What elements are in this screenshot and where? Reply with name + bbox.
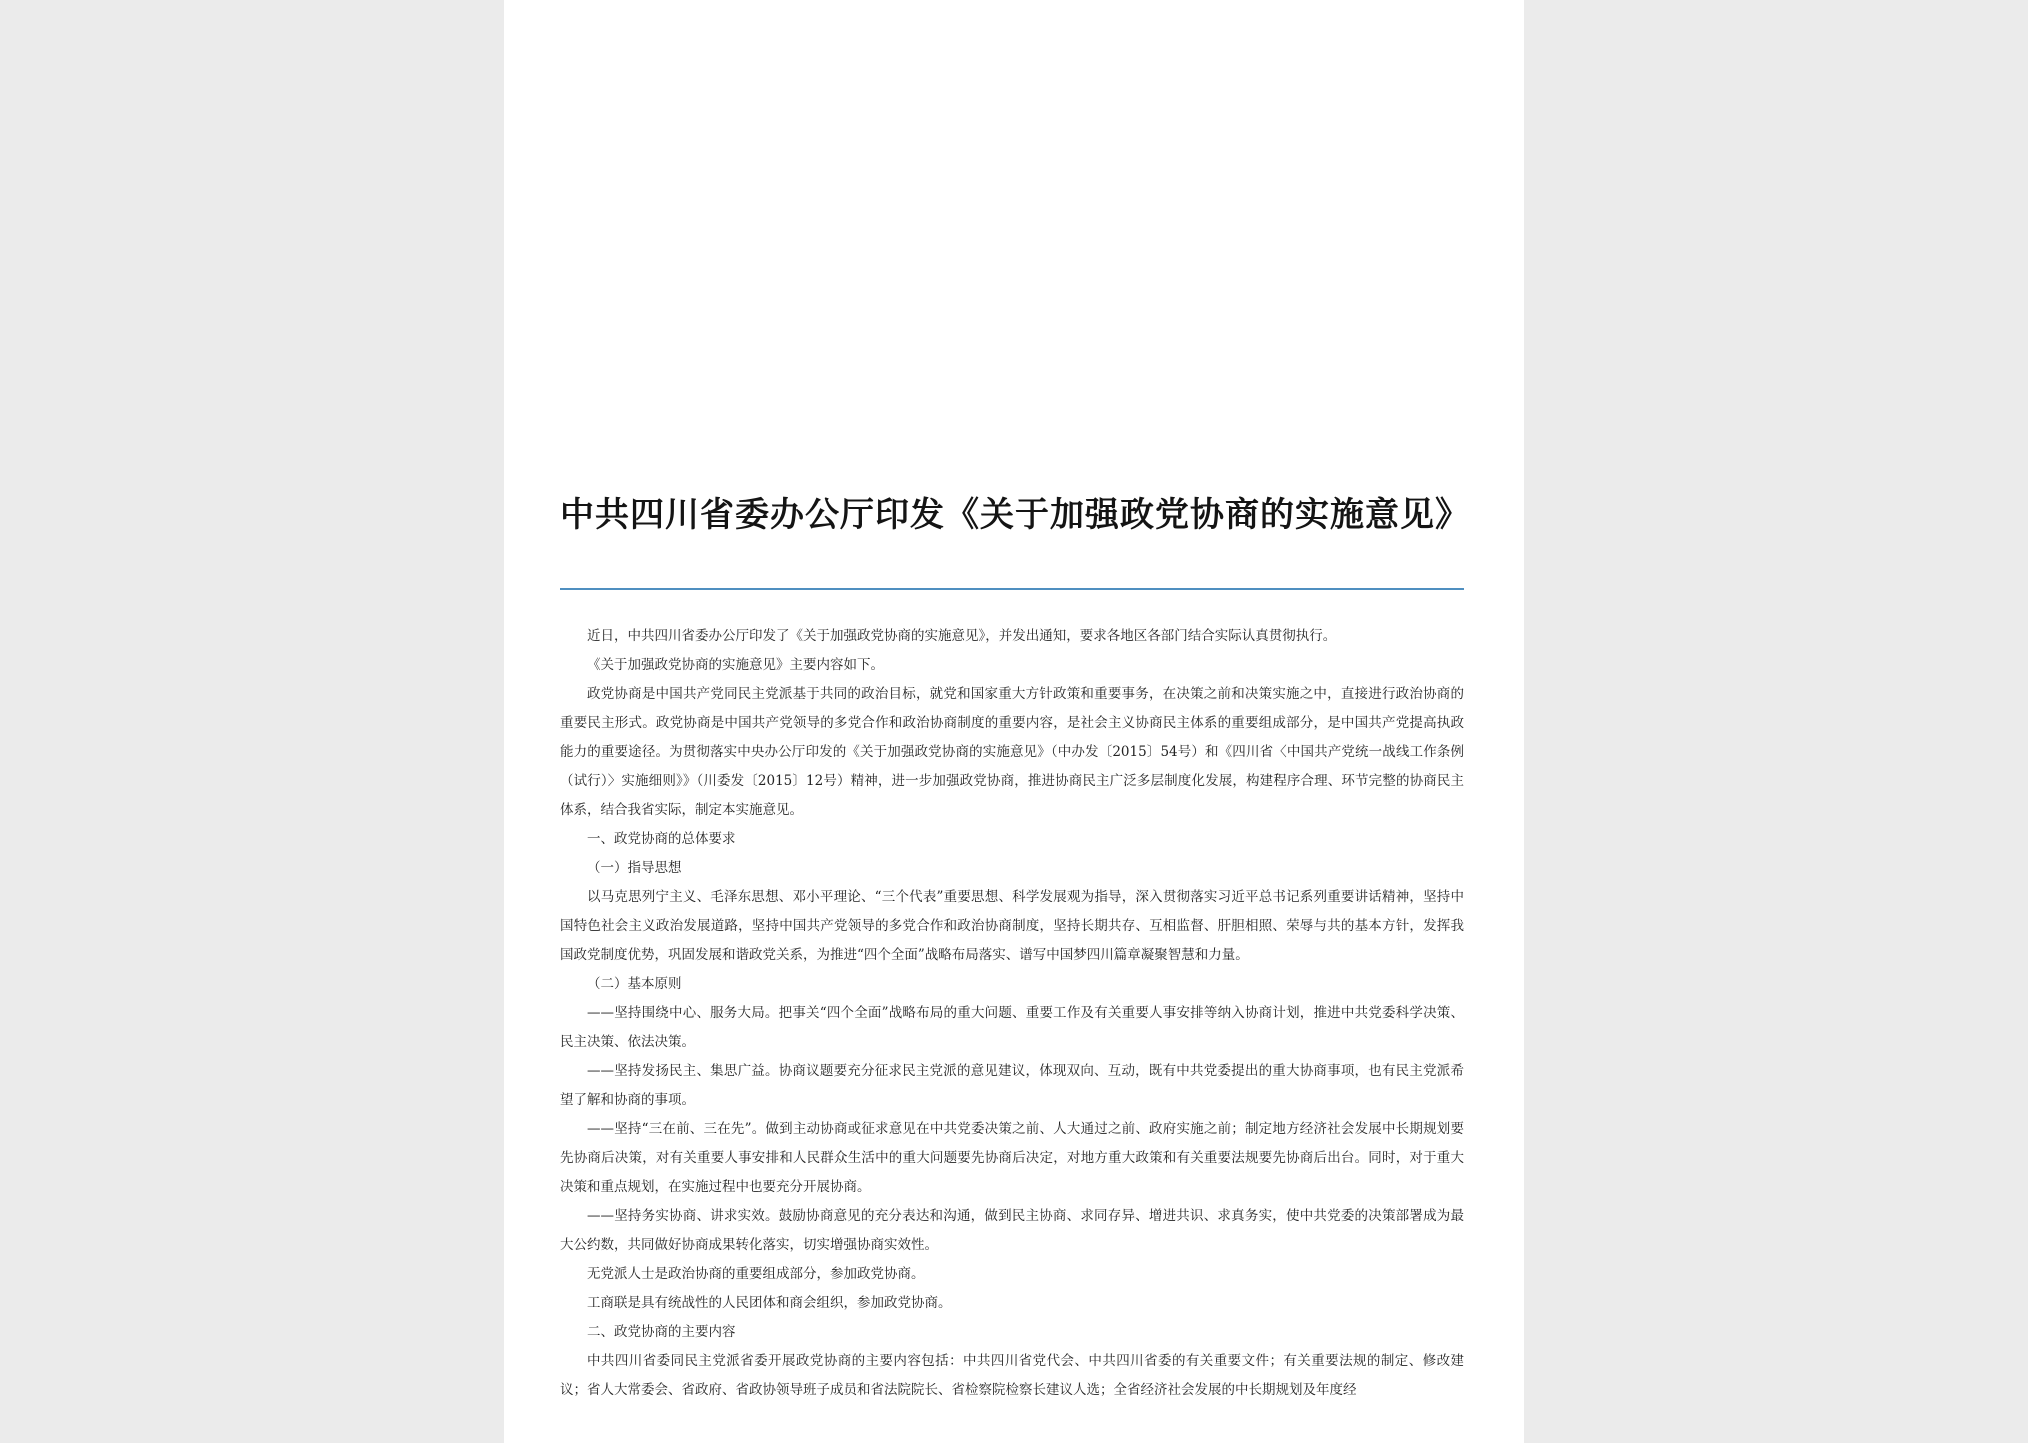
paragraph: 中共四川省委同民主党派省委开展政党协商的主要内容包括：中共四川省党代会、中共四川省委的有关重要文件；有关重要法规的制定、修改建议；省人大常委会、省政府、省政协领导班子成员和省法院院长、省检察院检察长建议人选；全省经济社会发展的中长期规划及年度经 xyxy=(560,1353,1464,1398)
paragraph: 《关于加强政党协商的实施意见》主要内容如下。 xyxy=(587,657,884,673)
paragraph: 工商联是具有统战性的人民团体和商会组织，参加政党协商。 xyxy=(587,1295,952,1311)
title-divider xyxy=(560,588,1464,590)
document-page xyxy=(504,0,1524,1443)
principle-item: ——坚持发扬民主、集思广益。协商议题要充分征求民主党派的意见建议，体现双向、互动，既有中共党委提出的重大协商事项，也有民主党派希望了解和协商的事项。 xyxy=(560,1063,1464,1108)
paragraph: 政党协商是中国共产党同民主党派基于共同的政治目标，就党和国家重大方针政策和重要事务，在决策之前和决策实施之中，直接进行政治协商的重要民主形式。政党协商是中国共产党领导的多党合作和政治协商制度的重要内容，是社会主义协商民主体系的重要组成部分，是中国共产党提高执政能力的重要途径。为贯彻落实中央办公厅印发的《关于加强政党协商的实施意见》（中办发〔2015〕54号）和《四川省〈中国共产党统一战线工作条例（试行）〉实施细则》》（川委发〔2015〕12号）精神，进一步加强政党协商，推进协商民主广泛多层制度化发展，构建程序合理、环节完整的协商民主体系，结合我省实际，制定本实施意见。 xyxy=(560,686,1464,818)
principle-item: ——坚持“三在前、三在先”。做到主动协商或征求意见在中共党委决策之前、人大通过之前、政府实施之前；制定地方经济社会发展中长期规划要先协商后决策，对有关重要人事安排和人民群众生活中的重大问题要先协商后决定，对地方重大政策和有关重要法规要先协商后出台。同时，对于重大决策和重点规划，在实施过程中也要充分开展协商。 xyxy=(560,1121,1464,1195)
paragraph: 近日，中共四川省委办公厅印发了《关于加强政党协商的实施意见》，并发出通知，要求各地区各部门结合实际认真贯彻执行。 xyxy=(587,628,1337,644)
document-body xyxy=(560,622,1464,1405)
paragraph: 以马克思列宁主义、毛泽东思想、邓小平理论、“三个代表”重要思想、科学发展观为指导，深入贯彻落实习近平总书记系列重要讲话精神，坚持中国特色社会主义政治发展道路，坚持中国共产党领导的多党合作和政治协商制度，坚持长期共存、互相监督、肝胆相照、荣辱与共的基本方针，发挥我国政党制度优势，巩固发展和谐政党关系，为推进“四个全面”战略布局落实、谱写中国梦四川篇章凝聚智慧和力量。 xyxy=(560,889,1464,963)
paragraph: 无党派人士是政治协商的重要组成部分，参加政党协商。 xyxy=(587,1266,925,1282)
principle-item: ——坚持务实协商、讲求实效。鼓励协商意见的充分表达和沟通，做到民主协商、求同存异、增进共识、求真务实，使中共党委的决策部署成为最大公约数，共同做好协商成果转化落实，切实增强协商实效性。 xyxy=(560,1208,1464,1253)
section-heading: 二、政党协商的主要内容 xyxy=(587,1324,736,1340)
subsection-heading: （二）基本原则 xyxy=(587,976,682,992)
document-title: 中共四川省委办公厅印发《关于加强政党协商的实施意见》 xyxy=(560,495,1470,535)
subsection-heading: （一）指导思想 xyxy=(587,860,682,876)
section-heading: 一、政党协商的总体要求 xyxy=(587,831,736,847)
principle-item: ——坚持围绕中心、服务大局。把事关“四个全面”战略布局的重大问题、重要工作及有关重要人事安排等纳入协商计划，推进中共党委科学决策、民主决策、依法决策。 xyxy=(560,1005,1464,1050)
